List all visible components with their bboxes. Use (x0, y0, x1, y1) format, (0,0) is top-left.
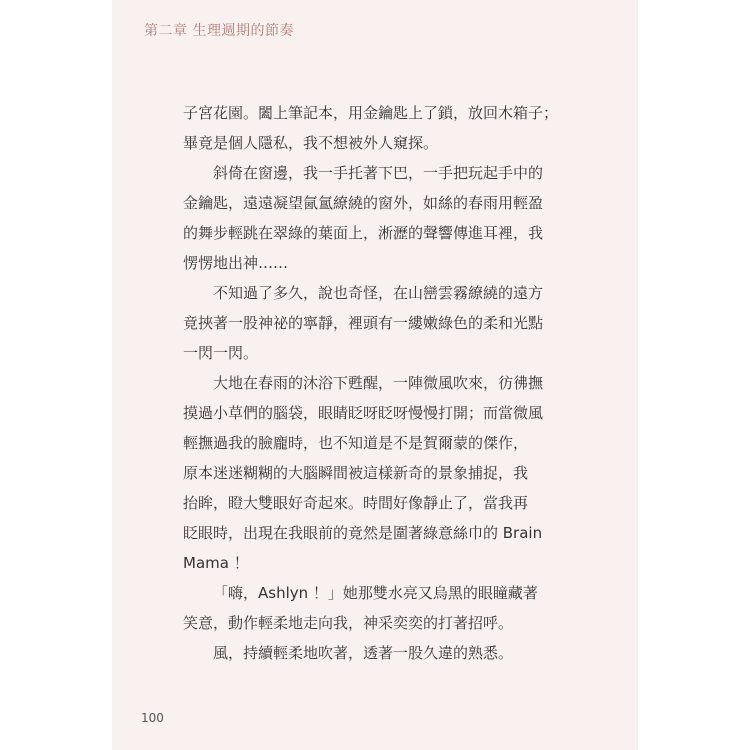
paragraph-6: 風，持續輕柔地吹著，透著一股久違的熟悉。 (213, 644, 514, 662)
body-text (183, 98, 563, 668)
page-number: 100 (141, 711, 164, 725)
paragraph-2: 斜倚在窗邊，我一手托著下巴，一手把玩起手中的 金鑰匙，遠遠凝望氤氳繚繞的窗外，如絲的春雨用輕盈 的舞步輕跳在翠綠的葉面上，淅瀝的聲響傳進耳裡，我 愣愣地出神…… (183, 164, 544, 272)
book-page (112, 0, 638, 750)
paragraph-5: 「嗨，Ashlyn ！」她那雙水亮又烏黑的眼瞳藏著 笑意，動作輕柔地走向我，神采奕奕的打著招呼。 (183, 584, 538, 632)
paragraph-4: 大地在春雨的沐浴下甦醒，一陣微風吹來，彷彿撫 摸過小草們的腦袋，眼睛眨呀眨呀慢慢打開；而當微風 輕撫過我的臉龐時，也不知道是不是賀爾蒙的傑作， 原本迷迷糊糊的大腦瞬間被這樣新奇的景象捕捉，我 抬眸，瞪大雙眼好奇起來。時間好像靜止了，當我再 眨眼時，出現在我眼前的竟然是圍著綠意絲巾的 Brain Mama ！ (183, 374, 544, 572)
paragraph-3: 不知過了多久，說也奇怪，在山巒雲霧繚繞的遠方 竟挾著一股神祕的寧靜，裡頭有一縷嫩綠色的柔和光點 一閃一閃。 (183, 284, 544, 362)
chapter-header: 第二章 生理週期的節奏 (144, 23, 294, 39)
paragraph-1: 子宮花園。闔上筆記本，用金鑰匙上了鎖，放回木箱子； 畢竟是個人隱私，我不想被外人窺探。 (183, 104, 559, 152)
